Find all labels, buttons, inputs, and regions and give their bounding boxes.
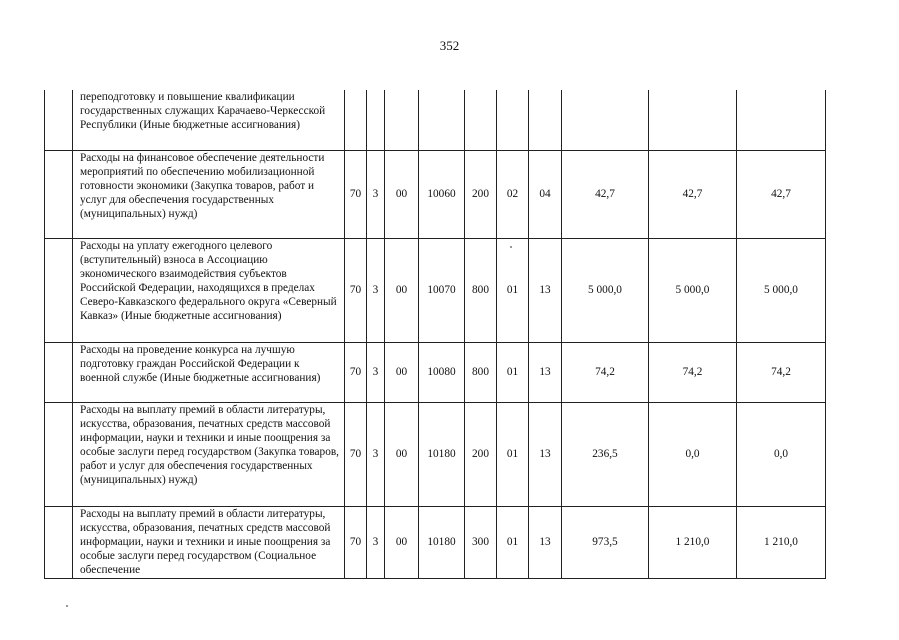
code-cell-4: 10180 (419, 402, 465, 506)
code-cell-7: 13 (529, 238, 562, 342)
description-cell: Расходы на уплату ежегодного целевого (вступительный) взноса в Ассоциацию экономического взаимодействия субъектов Российской Федерации, находящихся в пределах Северо-Кавказского федерального округа «Северный Кавказ» (Иные бюджетные ассигнования) (73, 238, 345, 342)
table-row (45, 238, 826, 342)
budget-table (44, 90, 826, 579)
code-cell-1: 70 (345, 238, 367, 342)
amount-cell-2: 1 210,0 (649, 506, 737, 578)
code-cell-6 (497, 90, 529, 150)
scan-speck (66, 605, 68, 607)
code-cell-6: 01 (497, 506, 529, 578)
description-cell: Расходы на проведение конкурса на лучшую подготовку граждан Российской Федерации к военной службе (Иные бюджетные ассигнования) (73, 342, 345, 402)
code-cell-7: 13 (529, 342, 562, 402)
code-cell-6: 01 (497, 402, 529, 506)
amount-cell-3: 5 000,0 (737, 238, 826, 342)
table-row (45, 90, 826, 150)
amount-cell-1: 74,2 (562, 342, 649, 402)
code-cell-3: 00 (385, 150, 419, 238)
row-number-cell (45, 238, 73, 342)
amount-cell-1 (562, 90, 649, 150)
code-cell-4 (419, 90, 465, 150)
code-cell-5: 800 (465, 238, 497, 342)
code-cell-6: 01 (497, 238, 529, 342)
amount-cell-3: 0,0 (737, 402, 826, 506)
code-cell-6: 01 (497, 342, 529, 402)
description-cell: переподготовку и повышение квалификации государственных служащих Карачаево-Черкесской Республики (Иные бюджетные ассигнования) (73, 90, 345, 150)
code-cell-5 (465, 90, 497, 150)
amount-cell-2: 0,0 (649, 402, 737, 506)
code-cell-5: 200 (465, 402, 497, 506)
amount-cell-2 (649, 90, 737, 150)
table-row (45, 506, 826, 578)
code-cell-7: 04 (529, 150, 562, 238)
row-number-cell (45, 90, 73, 150)
page-number: 352 (439, 38, 460, 53)
code-cell-2: 3 (367, 506, 385, 578)
code-cell-4: 10080 (419, 342, 465, 402)
amount-cell-2: 42,7 (649, 150, 737, 238)
code-cell-1 (345, 90, 367, 150)
code-cell-2: 3 (367, 342, 385, 402)
description-cell: Расходы на выплату премий в области литературы, искусства, образования, печатных средств массовой информации, науки и техники и иные поощрения за особые заслуги перед государством (Закупка товаров, работ и услуг для обеспечения государственных (муниципальных) нужд) (73, 402, 345, 506)
code-cell-1: 70 (345, 342, 367, 402)
row-number-cell (45, 150, 73, 238)
code-cell-2 (367, 90, 385, 150)
description-cell: Расходы на выплату премий в области литературы, искусства, образования, печатных средств массовой информации, науки и техники и иные поощрения за особые заслуги перед государством (Социальное обеспечение (73, 506, 345, 578)
code-cell-4: 10060 (419, 150, 465, 238)
amount-cell-1: 973,5 (562, 506, 649, 578)
amount-cell-3: 74,2 (737, 342, 826, 402)
row-number-cell (45, 342, 73, 402)
code-cell-1: 70 (345, 506, 367, 578)
code-cell-3: 00 (385, 506, 419, 578)
amount-cell-1: 236,5 (562, 402, 649, 506)
amount-cell-3: 1 210,0 (737, 506, 826, 578)
amount-cell-1: 5 000,0 (562, 238, 649, 342)
code-cell-6: 02 (497, 150, 529, 238)
code-cell-4: 10070 (419, 238, 465, 342)
amount-cell-1: 42,7 (562, 150, 649, 238)
code-cell-3: 00 (385, 402, 419, 506)
amount-cell-2: 5 000,0 (649, 238, 737, 342)
amount-cell-3 (737, 90, 826, 150)
scan-speck (510, 246, 512, 248)
code-cell-2: 3 (367, 150, 385, 238)
table-row (45, 150, 826, 238)
code-cell-7: 13 (529, 506, 562, 578)
code-cell-2: 3 (367, 402, 385, 506)
code-cell-3 (385, 90, 419, 150)
code-cell-7 (529, 90, 562, 150)
amount-cell-3: 42,7 (737, 150, 826, 238)
code-cell-5: 800 (465, 342, 497, 402)
code-cell-1: 70 (345, 150, 367, 238)
table-row (45, 402, 826, 506)
table-row (45, 342, 826, 402)
code-cell-1: 70 (345, 402, 367, 506)
row-number-cell (45, 402, 73, 506)
code-cell-7: 13 (529, 402, 562, 506)
code-cell-3: 00 (385, 238, 419, 342)
amount-cell-2: 74,2 (649, 342, 737, 402)
code-cell-2: 3 (367, 238, 385, 342)
description-cell: Расходы на финансовое обеспечение деятельности мероприятий по обеспечению мобилизационной готовности экономики (Закупка товаров, работ и услуг для обеспечения государственных (муниципальных) нужд) (73, 150, 345, 238)
code-cell-3: 00 (385, 342, 419, 402)
code-cell-5: 200 (465, 150, 497, 238)
code-cell-4: 10180 (419, 506, 465, 578)
row-number-cell (45, 506, 73, 578)
code-cell-5: 300 (465, 506, 497, 578)
